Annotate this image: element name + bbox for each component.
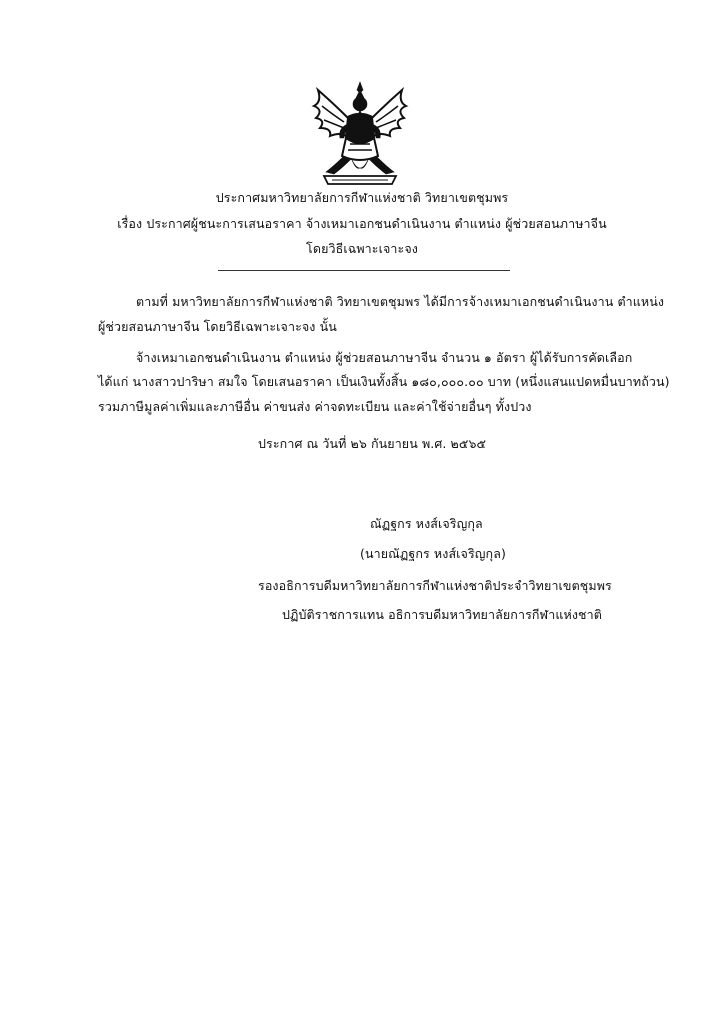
- procurement-method: โดยวิธีเฉพาะเจาะจง: [306, 241, 418, 256]
- header-divider: [218, 270, 510, 271]
- signature-name: ณัฏฐกร หงส์เจริญกุล: [370, 516, 483, 531]
- announcement-subject: เรื่อง ประกาศผู้ชนะการเสนอราคา จ้างเหมาเอกชนดำเนินงาน ตำแหน่ง ผู้ช่วยสอนภาษาจีน: [117, 216, 607, 231]
- announcement-title: ประกาศมหาวิทยาลัยการกีฬาแห่งชาติ วิทยาเขตชุมพร: [215, 190, 509, 205]
- garuda-emblem-icon: [304, 80, 416, 190]
- paragraph-2-line-1: จ้างเหมาเอกชนดำเนินงาน ตำแหน่ง ผู้ช่วยสอนภาษาจีน จำนวน ๑ อัตรา ผู้ได้รับการคัดเลือก: [136, 350, 633, 365]
- paragraph-1-line-2: ผู้ช่วยสอนภาษาจีน โดยวิธีเฉพาะเจาะจง นั้น: [98, 319, 337, 334]
- paragraph-2-line-2: ได้แก่ นางสาวปาริษา สมใจ โดยเสนอราคา เป็นเงินทั้งสิ้น ๑๘๐,๐๐๐.๐๐ บาท (หนึ่งแสนแปดหมื่นบาทถ้วน): [98, 374, 670, 389]
- signatory-position: รองอธิการบดีมหาวิทยาลัยการกีฬาแห่งชาติประจำวิทยาเขตชุมพร: [258, 578, 612, 593]
- signatory-full-name: (นายณัฏฐกร หงส์เจริญกุล): [360, 546, 506, 561]
- paragraph-2-line-3: รวมภาษีมูลค่าเพิ่มและภาษีอื่น ค่าขนส่ง ค่าจดทะเบียน และค่าใช้จ่ายอื่นๆ ทั้งปวง: [98, 399, 532, 414]
- signatory-acting-role: ปฏิบัติราชการแทน อธิการบดีมหาวิทยาลัยการกีฬาแห่งชาติ: [282, 607, 602, 622]
- announcement-date: ประกาศ ณ วันที่ ๒๖ กันยายน พ.ศ. ๒๕๖๕: [258, 436, 487, 451]
- paragraph-1-line-1: ตามที่ มหาวิทยาลัยการกีฬาแห่งชาติ วิทยาเขตชุมพร ได้มีการจ้างเหมาเอกชนดำเนินงาน ตำแหน่ง: [136, 294, 665, 309]
